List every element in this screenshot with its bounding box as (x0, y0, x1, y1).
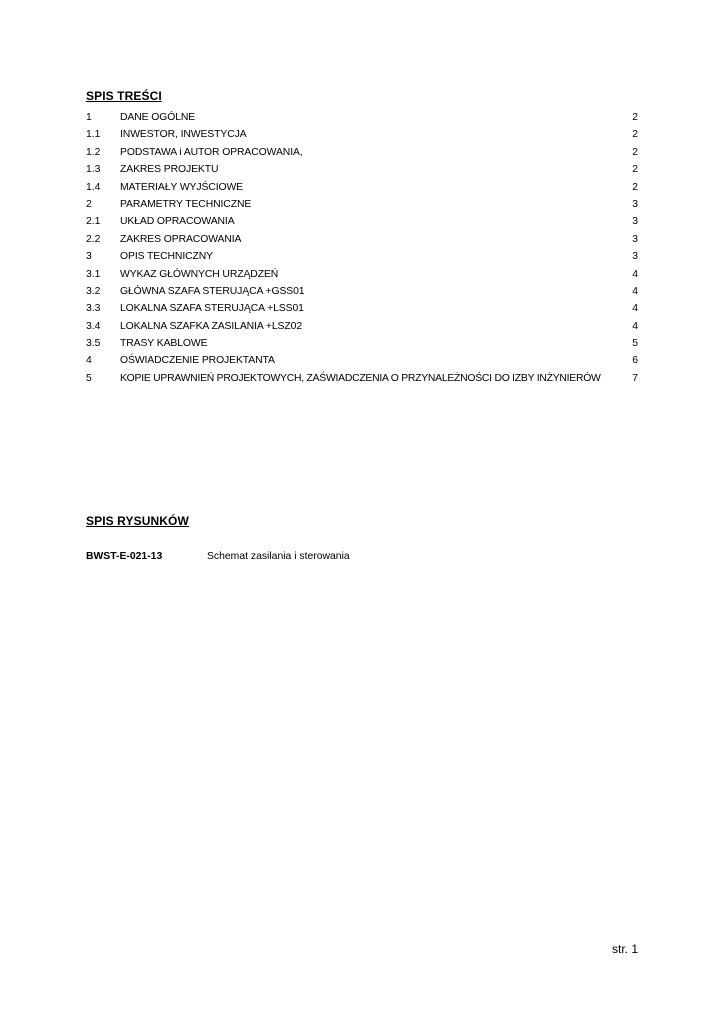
page-number: str. 1 (611, 942, 638, 956)
toc-number: 2.1 (86, 216, 101, 228)
toc-page-number: 6 (632, 355, 638, 367)
toc-number: 3 (86, 251, 92, 263)
toc-row (86, 231, 638, 248)
toc-page-number: 4 (632, 268, 638, 280)
toc-number: 1 (86, 112, 92, 123)
toc-page-number: 2 (632, 129, 638, 141)
toc-page-number: 4 (632, 320, 638, 332)
toc-number: 2 (86, 198, 92, 210)
toc-row (86, 335, 638, 352)
toc-title: ZAKRES PROJEKTU (120, 164, 219, 176)
toc-title: KOPIE UPRAWNIEŃ PROJEKTOWYCH, ZAŚWIADCZENIA O PRZYNALEŻNOŚCI DO IZBY INŻYNIERÓW (120, 372, 601, 384)
toc-row (86, 126, 638, 143)
toc-number: 3.1 (86, 268, 101, 280)
toc-page-number: 5 (632, 338, 638, 350)
toc-title: UKŁAD OPRACOWANIA (120, 216, 235, 228)
toc-number: 1.1 (86, 129, 101, 141)
toc-page-number: 3 (632, 216, 638, 228)
toc-row (86, 352, 638, 369)
toc-number: 3.3 (86, 303, 101, 315)
toc-page-number: 2 (632, 181, 638, 193)
toc-title: TRASY KABLOWE (120, 338, 208, 350)
toc-title: OPIS TECHNICZNY (120, 251, 213, 263)
toc-number: 1.4 (86, 181, 101, 193)
toc-title: ZAKRES OPRACOWANIA (120, 233, 242, 245)
drawing-description: Schemat zasilania i sterowania (207, 551, 350, 562)
toc-heading: SPIS TREŚCI (86, 89, 162, 103)
toc-title: OŚWIADCZENIE PROJEKTANTA (120, 355, 275, 367)
toc-row (86, 318, 638, 335)
toc-row (86, 144, 638, 161)
drawing-list-item (86, 549, 486, 565)
toc-title: LOKALNA SZAFA STERUJĄCA +LSS01 (120, 303, 304, 315)
toc-title: PARAMETRY TECHNICZNE (120, 198, 252, 210)
toc-title: LOKALNA SZAFKA ZASILANIA +LSZ02 (120, 320, 302, 332)
toc-page-number: 3 (632, 251, 638, 263)
toc-page-number: 3 (632, 233, 638, 245)
toc-page-number: 2 (632, 146, 638, 158)
toc-number: 3.5 (86, 338, 101, 350)
toc-title: INWESTOR, INWESTYCJA (120, 129, 247, 141)
toc-title: DANE OGÓLNE (120, 112, 196, 123)
toc-row (86, 283, 638, 300)
toc-row (86, 213, 638, 230)
toc-row (86, 179, 638, 196)
toc-title: PODSTAWA i AUTOR OPRACOWANIA, (120, 146, 303, 158)
toc-row (86, 300, 638, 317)
toc-row (86, 370, 638, 387)
toc-number: 5 (86, 372, 92, 384)
toc-row (86, 266, 638, 283)
toc-row (86, 161, 638, 178)
toc-number: 3.4 (86, 320, 101, 332)
toc-page-number: 7 (632, 372, 638, 384)
drawings-heading: SPIS RYSUNKÓW (86, 514, 189, 528)
toc-title: MATERIAŁY WYJŚCIOWE (120, 181, 243, 193)
toc-number: 2.2 (86, 233, 101, 245)
toc-title: GŁÓWNA SZAFA STERUJĄCA +GSS01 (120, 285, 305, 297)
toc-row (86, 109, 638, 126)
toc-number: 1.3 (86, 164, 101, 176)
toc-number: 4 (86, 355, 92, 367)
toc-row (86, 248, 638, 265)
toc-page-number: 4 (632, 285, 638, 297)
toc-title: WYKAZ GŁÓWNYCH URZĄDZEŃ (120, 268, 279, 280)
toc-page-number: 4 (632, 303, 638, 315)
toc-page-number: 2 (632, 164, 638, 176)
table-of-contents (86, 109, 638, 387)
toc-row (86, 196, 638, 213)
toc-page-number: 3 (632, 198, 638, 210)
toc-page-number: 2 (632, 112, 638, 123)
drawing-code: BWST-E-021-13 (86, 551, 163, 562)
toc-number: 3.2 (86, 285, 101, 297)
toc-number: 1.2 (86, 146, 101, 158)
